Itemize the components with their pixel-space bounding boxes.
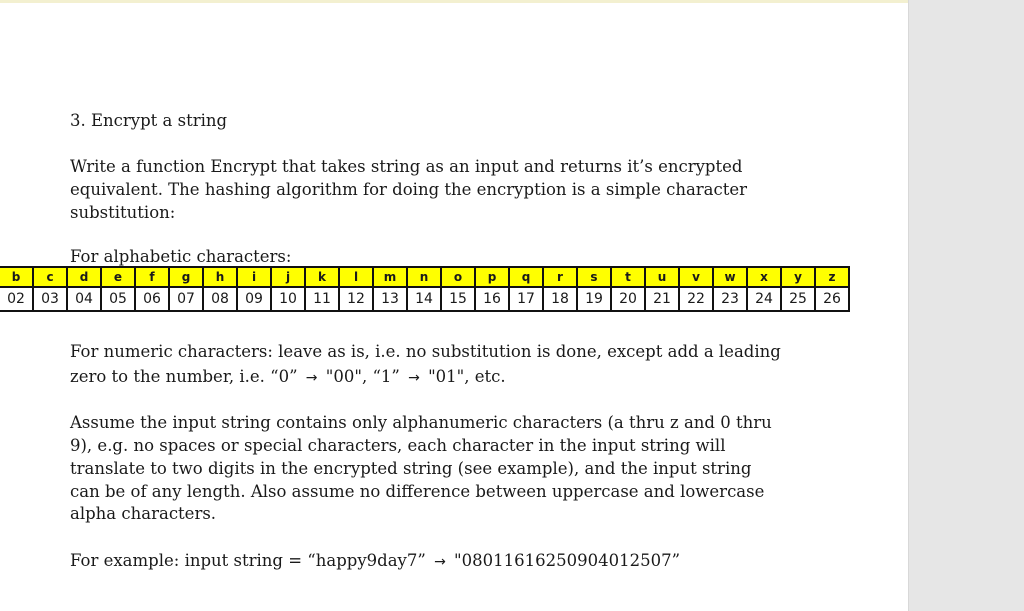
section-heading: 3. Encrypt a string	[70, 111, 228, 130]
code-cell: 12	[339, 287, 373, 311]
intro-line-1: Write a function Encrypt that takes string as an input and returns it’s encrypted	[70, 157, 743, 176]
code-cell: 14	[407, 287, 441, 311]
letter-cell: z	[815, 267, 849, 287]
assumption-line-2: 9), e.g. no spaces or special characters, each character in the input string will	[70, 436, 726, 455]
intro-line-3: substitution:	[70, 203, 176, 222]
code-cell: 07	[169, 287, 203, 311]
letter-cell: w	[713, 267, 747, 287]
letter-cell: d	[67, 267, 101, 287]
numeric-rule-line-1: For numeric characters: leave as is, i.e. no substitution is done, except add a leading	[70, 342, 781, 361]
letter-cell: c	[33, 267, 67, 287]
code-cell: 03	[33, 287, 67, 311]
code-cell: 09	[237, 287, 271, 311]
letter-cell: x	[747, 267, 781, 287]
assumption-line-3: translate to two digits in the encrypted string (see example), and the input string	[70, 459, 752, 478]
example-input: For example: input string = “happy9day7”	[70, 551, 426, 570]
letter-cell: l	[339, 267, 373, 287]
code-cell: 19	[577, 287, 611, 311]
letter-cell: o	[441, 267, 475, 287]
letter-cell: j	[271, 267, 305, 287]
code-cell: 24	[747, 287, 781, 311]
numeric-rule-line-2	[70, 365, 506, 390]
code-cell: 17	[509, 287, 543, 311]
cipher-letter-row	[0, 267, 849, 287]
letter-cell: k	[305, 267, 339, 287]
code-cell: 18	[543, 287, 577, 311]
document-side-gutter	[908, 0, 1024, 611]
code-cell: 04	[67, 287, 101, 311]
right-arrow-icon: →	[408, 370, 420, 386]
cipher-table	[0, 266, 850, 312]
letter-cell: f	[135, 267, 169, 287]
letter-cell: e	[101, 267, 135, 287]
numeric-rule-prefix: zero to the number, i.e. “0”	[70, 367, 298, 386]
numeric-rule-mid: "00", “1”	[325, 367, 400, 386]
letter-cell: h	[203, 267, 237, 287]
code-cell: 16	[475, 287, 509, 311]
letter-cell: n	[407, 267, 441, 287]
assumption-line-4: can be of any length. Also assume no difference between uppercase and lowercase	[70, 482, 765, 501]
cipher-code-row	[0, 287, 849, 311]
alphabetic-label: For alphabetic characters:	[70, 247, 292, 266]
code-cell: 25	[781, 287, 815, 311]
code-cell: 21	[645, 287, 679, 311]
numeric-rule-suffix: "01", etc.	[428, 367, 506, 386]
code-cell: 11	[305, 287, 339, 311]
code-cell: 02	[0, 287, 33, 311]
code-cell: 13	[373, 287, 407, 311]
right-arrow-icon: →	[305, 370, 318, 386]
letter-cell: b	[0, 267, 33, 287]
example-output: "08011616250904012507”	[454, 551, 681, 570]
assumption-line-5: alpha characters.	[70, 504, 217, 523]
intro-line-2: equivalent. The hashing algorithm for doing the encryption is a simple character	[70, 180, 748, 199]
code-cell: 23	[713, 287, 747, 311]
code-cell: 10	[271, 287, 305, 311]
letter-cell: s	[577, 267, 611, 287]
code-cell: 08	[203, 287, 237, 311]
letter-cell: q	[509, 267, 543, 287]
letter-cell: i	[237, 267, 271, 287]
letter-cell: r	[543, 267, 577, 287]
code-cell: 22	[679, 287, 713, 311]
letter-cell: m	[373, 267, 407, 287]
code-cell: 26	[815, 287, 849, 311]
letter-cell: p	[475, 267, 509, 287]
example-line	[70, 549, 680, 574]
code-cell: 20	[611, 287, 645, 311]
letter-cell: u	[645, 267, 679, 287]
code-cell: 06	[135, 287, 169, 311]
code-cell: 05	[101, 287, 135, 311]
letter-cell: g	[169, 267, 203, 287]
letter-cell: t	[611, 267, 645, 287]
letter-cell: y	[781, 267, 815, 287]
page-top-border	[0, 0, 908, 3]
letter-cell: v	[679, 267, 713, 287]
assumption-line-1: Assume the input string contains only alphanumeric characters (a thru z and 0 thru	[70, 413, 772, 432]
right-arrow-icon: →	[434, 554, 446, 570]
code-cell: 15	[441, 287, 475, 311]
